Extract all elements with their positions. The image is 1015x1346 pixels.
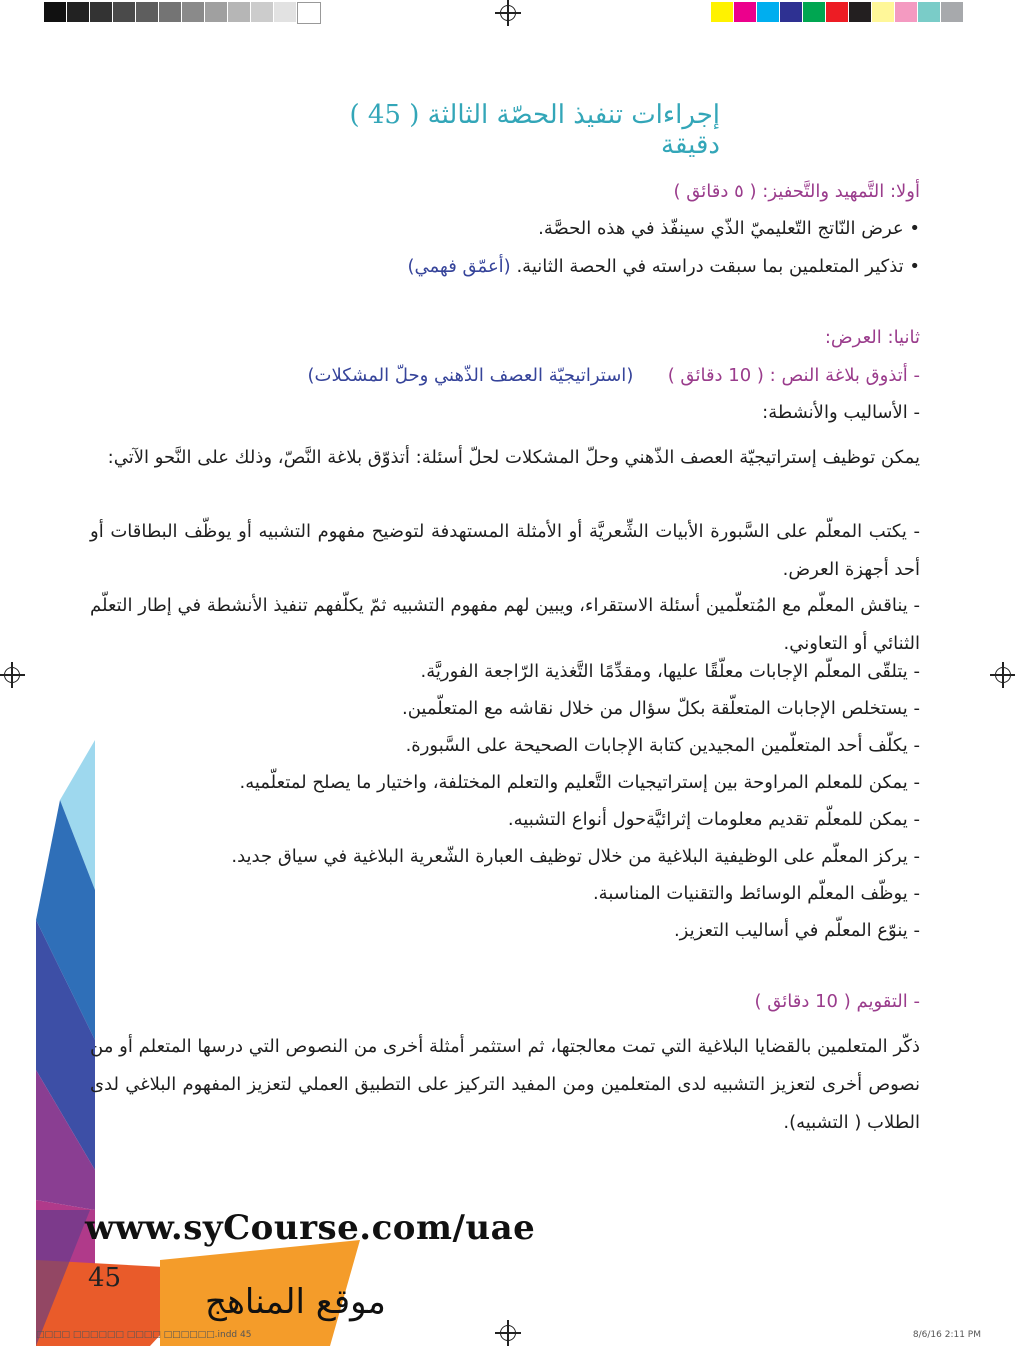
activity-item: - يمكن للمعلم المراوحة بين إستراتيجيات التَّعليم والتعلم المختلفة، واختيار ما يصلح لمتعلّميه. — [239, 772, 920, 793]
bullet-item-2 — [407, 256, 920, 278]
section-heading-evaluation: - التقويم ( 10 دقائق ) — [754, 991, 920, 1012]
activity-item: - يتلقّى المعلّم الإجابات معلّقًا عليها، ومقدِّمًا التَّغذية الرّاجعة الفوريَّة. — [420, 661, 920, 682]
section-heading-introduction: أولا: التَّمهيد والتَّحفيز: ( ٥ دقائق ) — [673, 181, 920, 202]
grayscale-color-bar — [44, 2, 321, 22]
page-number: 45 — [88, 1263, 122, 1293]
bullet-note: (أعمّق فهمي) — [407, 256, 511, 277]
section-heading-presentation: ثانيا: العرض: — [824, 327, 920, 348]
activity-item: - يركز المعلّم على الوظيفية البلاغية من خلال توظيف العبارة الشّعرية البلاغية في سياق جديد. — [231, 846, 920, 867]
strategy-label: (استراتيجيّة العصف الذّهني وحلّ المشكلات) — [307, 365, 634, 386]
bullet-text: • تذكير المتعلمين بما سبقت دراسته في الحصة الثانية. — [516, 256, 920, 277]
methods-heading: - الأساليب والأنشطة: — [762, 402, 920, 423]
sub-heading: - أتذوق بلاغة النص : ( 10 دقائق ) — [667, 365, 920, 386]
registration-mark-top — [500, 5, 516, 21]
sub-heading-line — [308, 365, 920, 387]
bullet-item: • عرض النّاتج التّعليميّ الذّي سينفّذ في هذه الحصَّة. — [538, 218, 920, 239]
activity-item: - يكلّف أحد المتعلّمين المجيدين كتابة الإجابات الصحيحة على السَّبورة. — [405, 735, 920, 756]
watermark-url: www.syCourse.com/uae — [85, 1208, 536, 1248]
evaluation-paragraph: ذكّر المتعلمين بالقضايا البلاغية التي تمت معالجتها، ثم استثمر أمثلة أخرى من النصوص التي درسها المتعلم أو من نصوص أخرى لتعزيز التشبيه لدى المتعلمين ومن المفيد التركيز على التطبيق العملي لتعزيز المفهوم البلاغي لدى الطلاب ( التشبيه). — [90, 1036, 920, 1133]
activity-item: - يوظّف المعلّم الوسائط والتقنيات المناسبة. — [592, 883, 920, 904]
registration-mark-bottom — [500, 1325, 516, 1341]
cmyk-color-bar — [711, 2, 964, 22]
activity-item: - يناقش المعلّم مع المُتعلّمين أسئلة الاستقراء، ويبين لهم مفهوم التشبيه ثمّ يكلّفهم تنفيذ الأنشطة في إطار التعلّم الثنائي أو التعاوني. — [90, 595, 920, 654]
registration-mark-right — [995, 667, 1011, 683]
watermark-site-name: موقع المناهج — [205, 1282, 386, 1322]
activity-item: - يكتب المعلّم على السَّبورة الأبيات الشِّعريَّة أو الأمثلة المستهدفة لتوضيح مفهوم التشبيه أو يوظّف البطاقات أو أحد أجهزة العرض. — [90, 521, 920, 580]
page-title: إجراءات تنفيذ الحصّة الثالثة ( 45 ) دقيقة — [349, 100, 720, 160]
footer-date: 8/6/16 2:11 PM — [912, 1330, 981, 1340]
registration-mark-left — [4, 667, 20, 683]
activity-item: - يمكن للمعلّم تقديم معلومات إثرائيَّةحول أنواع التشبيه. — [507, 809, 920, 830]
intro-paragraph: يمكن توظيف إستراتيجيّة العصف الذّهني وحلّ المشكلات لحلّ أسئلة: أتذوّق بلاغة النَّصّ، وذلك على النَّحو الآتي: — [107, 447, 920, 468]
footer-file-name: □□□□ □□□□□□ □□□□ □□□□□□.indd 45 — [36, 1330, 252, 1340]
activity-item: - ينوّع المعلّم في أساليب التعزيز. — [673, 920, 920, 941]
activity-item: - يستخلص الإجابات المتعلّقة بكلّ سؤال من خلال نقاشه مع المتعلّمين. — [402, 698, 920, 719]
